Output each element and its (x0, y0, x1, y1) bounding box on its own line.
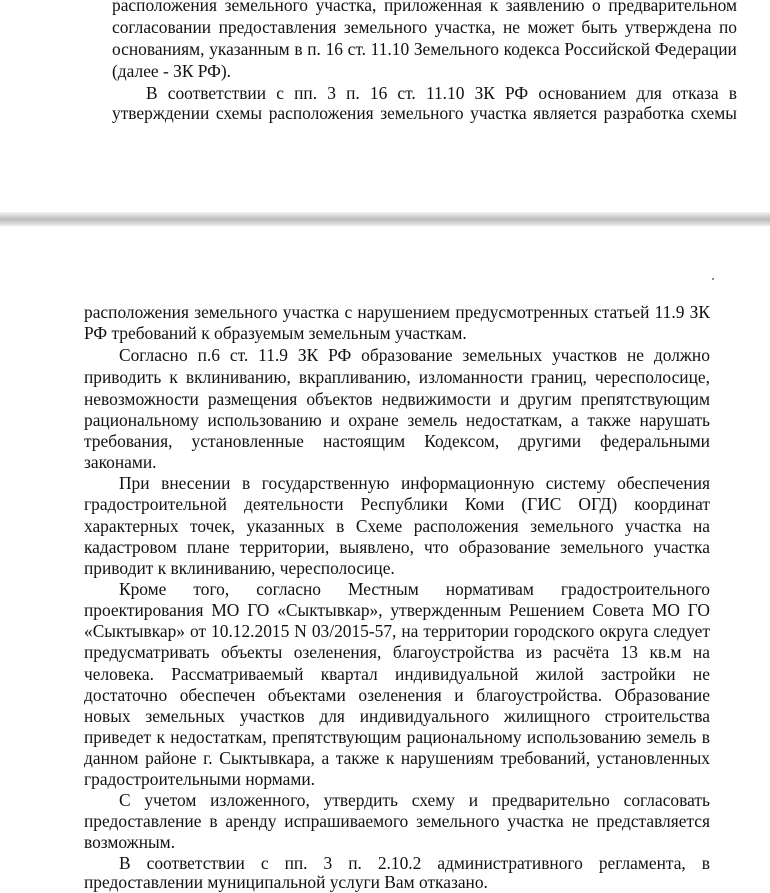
text-line: новых земельных участков для индивидуального жилищного строительства (84, 706, 710, 726)
text-line: возможным. (84, 832, 176, 852)
text-line: предоставлении муниципальной услуги Вам отказано. (84, 872, 488, 892)
text-line: Кроме того, согласно Местным нормативам градостроительного (119, 579, 710, 599)
text-line: При внесении в государственную информационную систему обеспечения (119, 473, 710, 493)
document-page-bottom (0, 226, 770, 893)
document-page-top (0, 0, 770, 212)
page-separator (0, 212, 770, 226)
text-line: градостроительной деятельности Республики Коми (ГИС ОГД) координат (84, 494, 710, 514)
text-line: основаниям, указанным в п. 16 ст. 11.10 Земельного кодекса Российской Федерации (112, 39, 737, 59)
text-line: невозможности размещения объектов недвижимости и другим препятствующим (84, 389, 710, 409)
text-line: достаточно обеспечен объектами озеленения и благоустройства. Образование (84, 685, 710, 705)
text-line: «Сыктывкар» от 10.12.2015 N 03/2015-57, на территории городского округа следует (84, 621, 710, 641)
text-line: приведет к недостаткам, препятствующим рациональному использованию земель в (84, 727, 710, 747)
text-line: расположения земельного участка, приложенная к заявлению о предварительном (112, 0, 737, 15)
text-line: человека. Рассматриваемый квартал индивидуальной жилой застройки не (84, 664, 710, 684)
text-line: (далее - ЗК РФ). (112, 61, 232, 81)
text-line: согласовании предоставления земельного участка, не может быть утверждена по (112, 17, 737, 37)
text-line: характерных точек, указанных в Схеме расположения земельного участка на (84, 516, 710, 536)
text-line: приводит к вклиниванию, чересполосице. (84, 558, 395, 578)
text-line: предусматривать объекты озеленения, благоустройства из расчёта 13 кв.м на (84, 642, 710, 662)
text-line: В соответствии с пп. 3 п. 16 ст. 11.10 ЗК РФ основанием для отказа в (146, 83, 737, 103)
text-line: кадастровом плане территории, выявлено, что образование земельного участка (84, 537, 710, 557)
text-line: С учетом изложенного, утвердить схему и предварительно согласовать (119, 790, 710, 810)
text-line: расположения земельного участка с нарушением предусмотренных статьей 11.9 ЗК (84, 302, 710, 322)
text-line: требования, установленные настоящим Кодексом, другими федеральными (84, 431, 710, 451)
text-line: данном районе г. Сыктывкара, а также к нарушениям требований, установленных (84, 748, 710, 768)
scan-speck (712, 278, 714, 280)
text-line: проектирования МО ГО «Сыктывкар», утвержденным Решением Совета МО ГО (84, 600, 710, 620)
text-line: рациональному использованию и охране земель недостаткам, а также нарушать (84, 410, 710, 430)
text-line: РФ требований к образуемым земельным участкам. (84, 323, 467, 343)
text-line: Согласно п.6 ст. 11.9 ЗК РФ образование земельных участков не должно (119, 345, 710, 365)
text-line: градостроительными нормами. (84, 769, 316, 789)
text-line: В соответствии с пп. 3 п. 2.10.2 административного регламента, в (119, 853, 710, 873)
text-line: приводить к вклиниванию, вкрапливанию, изломанности границ, чересполосице, (84, 367, 710, 387)
text-line: законами. (84, 452, 157, 472)
text-line: предоставление в аренду испрашиваемого земельного участка не представляется (84, 811, 710, 831)
text-line: утверждении схемы расположения земельного участка является разработка схемы (112, 103, 737, 123)
